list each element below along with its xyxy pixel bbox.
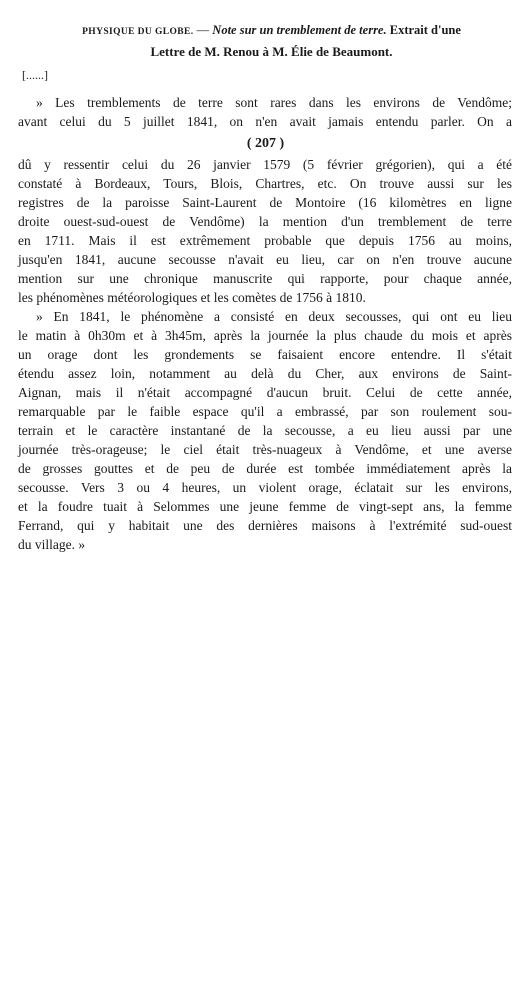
text-line: avant celui du 5 juillet 1841, on n'en avait jamais entendu parler. On a xyxy=(18,114,512,129)
page-header xyxy=(24,20,519,62)
text-line: journée très-orageuse; le ciel était très-nuageux à Vendôme, et une averse xyxy=(18,442,512,457)
text-line: » Les tremblements de terre sont rares dans les environs de Vendôme; xyxy=(36,95,512,110)
extract-label: Extrait d'une xyxy=(389,23,461,37)
text-line: » En 1841, le phénomène a consisté en deux secousses, qui ont eu lieu xyxy=(36,309,512,324)
text-line: Ferrand, qui y habitait une des dernières maisons à l'extrémité sud-ouest xyxy=(18,518,512,533)
text-line: du village. » xyxy=(18,537,86,552)
text-line: Aignan, mais il n'était accompagné d'aucun bruit. Celui de cette année, xyxy=(18,385,512,400)
text-line: les phénomènes météorologiques et les comètes de 1756 à 1810. xyxy=(18,290,366,305)
running-title: PHYSIQUE DU GLOBE. xyxy=(82,27,194,37)
letter-attribution: Lettre de M. Renou à M. Élie de Beaumont. xyxy=(150,44,393,59)
text-line: de grosses gouttes et de peu de durée est tombée immédiatement après la xyxy=(18,461,512,476)
text-line: en 1711. Mais il est extrêmement probable que depuis 1756 au moins, xyxy=(18,233,512,248)
header-dash: — xyxy=(196,23,210,37)
text-line: droite ouest-sud-ouest de Vendôme) la mention d'un tremblement de terre xyxy=(18,214,512,229)
text-line: un orage dont les grondements se faisaient encore entendre. Il s'était xyxy=(18,347,512,362)
text-line: mention sur une chronique manuscrite qui rapporte, pour chaque année, xyxy=(18,271,512,286)
text-line: le matin à 0h30m et à 3h45m, après la journée la plus chaude du mois et après xyxy=(18,328,512,343)
text-line: étendu assez loin, notamment au delà du Cher, aux environs de Saint- xyxy=(18,366,512,381)
text-line: terrain et le caractère instantané de la secousse, a eu lieu aussi par une xyxy=(18,423,512,438)
text-line: registres de la paroisse Saint-Laurent de Montoire (16 kilomètres en ligne xyxy=(18,195,512,210)
text-line: dû y ressentir celui du 26 janvier 1579 (5 février grégorien), qui a été xyxy=(18,157,512,172)
text-line: et la foudre tuait à Selommes une jeune femme de vingt-sept ans, la femme xyxy=(18,499,512,514)
text-line: jusqu'en 1841, aucune secousse n'avait eu lieu, car on n'en trouve aucune xyxy=(18,252,512,267)
text-line: constaté à Bordeaux, Tours, Blois, Chartres, etc. On trouve aussi sur les xyxy=(18,176,512,191)
omission-marker: [......] xyxy=(22,68,48,82)
text-line: secousse. Vers 3 ou 4 heures, un violent orage, éclatait sur les environs, xyxy=(18,480,512,495)
note-title: Note sur un tremblement de terre. xyxy=(212,23,387,37)
page-number: ( 207 ) xyxy=(246,136,285,151)
text-line: remarquable par le faible espace qu'il a embrassé, par son roulement sou- xyxy=(18,404,512,419)
